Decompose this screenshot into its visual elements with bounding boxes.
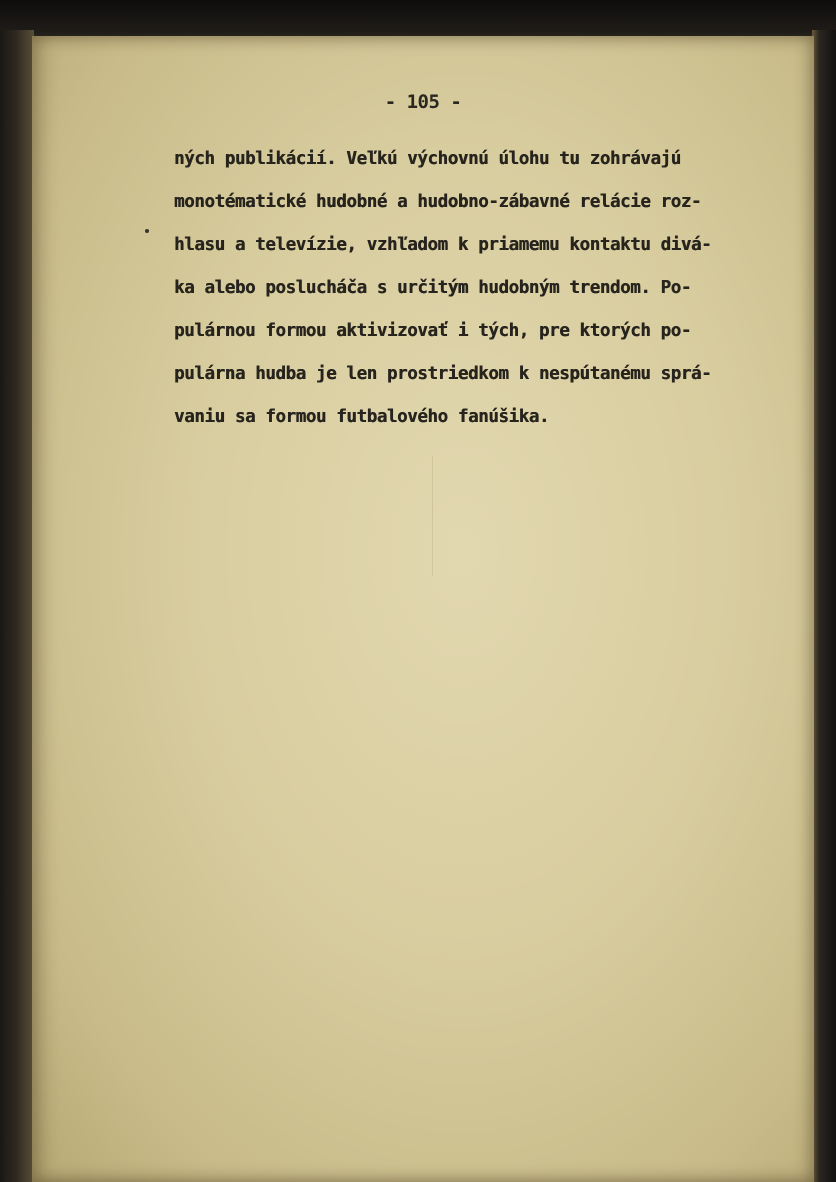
bleed-line	[187, 1028, 777, 1069]
document-page	[32, 36, 814, 1182]
bleed-line	[187, 866, 777, 907]
main-text-block	[174, 138, 774, 439]
margin-dot	[145, 229, 149, 233]
bleed-line	[187, 622, 777, 663]
bleed-line	[187, 744, 777, 785]
page-number: - 105 -	[384, 91, 462, 113]
text-line: hlasu a televízie, vzhľadom k priamemu kontaktu divá-	[174, 235, 712, 255]
page-crease	[432, 456, 433, 576]
text-line: ných publikácií. Veľkú výchovnú úlohu tu zohrávajú	[174, 149, 681, 169]
bleed-through-text-bottom	[187, 419, 777, 1150]
bleed-line	[187, 784, 777, 825]
bleed-line	[187, 987, 777, 1028]
bleed-line	[187, 541, 777, 582]
bleed-line	[187, 947, 777, 988]
text-line: monotématické hudobné a hudobno-zábavné relácie roz-	[174, 192, 702, 212]
bleed-line	[187, 460, 777, 501]
text-line: pulárnou formou aktivizovať i tých, pre ktorých po-	[174, 321, 691, 341]
bleed-line	[187, 906, 777, 947]
page-right-edge	[812, 30, 836, 1182]
text-line: pulárna hudba je len prostriedkom k nespútanému sprá-	[174, 364, 712, 384]
bleed-line	[187, 581, 777, 622]
text-line: ka alebo poslucháča s určitým hudobným trendom. Po-	[174, 278, 691, 298]
text-line: vaniu sa formou futbalového fanúšika.	[174, 407, 550, 427]
bleed-line	[187, 703, 777, 744]
bleed-line	[187, 1109, 777, 1150]
bleed-line	[187, 825, 777, 866]
bleed-line	[187, 663, 777, 704]
bleed-line	[187, 1069, 777, 1110]
book-binding-edge	[0, 30, 34, 1182]
bleed-line	[187, 500, 777, 541]
